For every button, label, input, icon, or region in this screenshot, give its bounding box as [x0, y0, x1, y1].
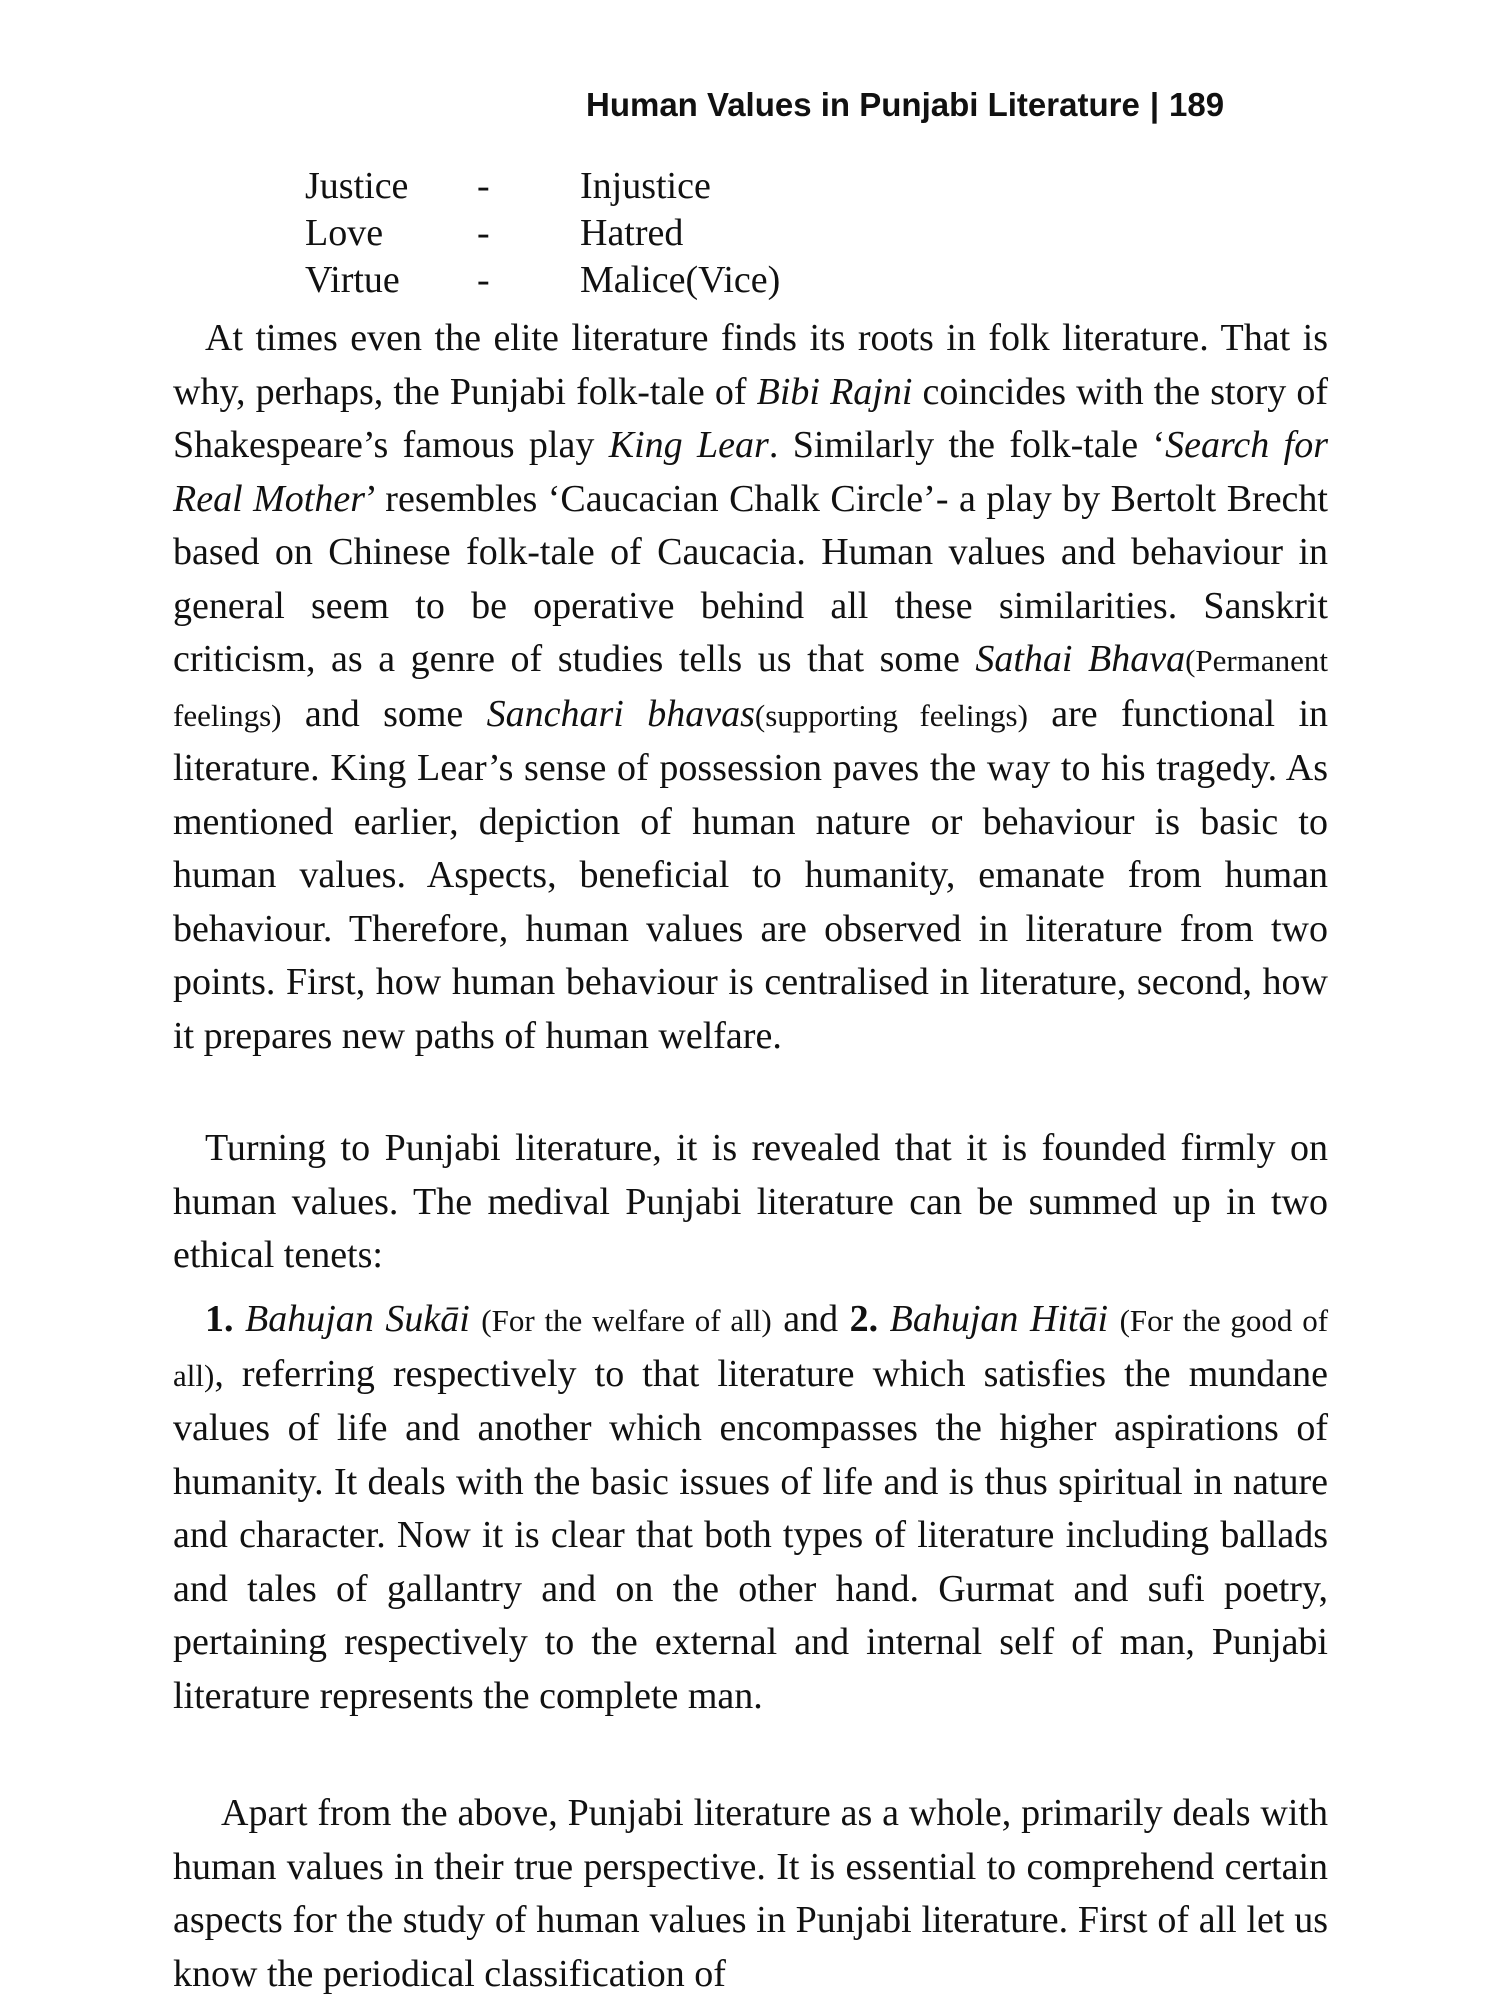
text-run: and some — [281, 692, 487, 735]
value-negative: Hatred — [580, 212, 684, 254]
value-pair-row — [305, 257, 780, 304]
title-search-for-real-mother: Search for Real Mother — [173, 424, 1328, 520]
text-run: , referring respectively to that literature which satisfies the mundane values of life and another which encompasses the higher aspirations of humanity. It deals with the basic issues of life and is thus spiritual in nature and character. Now it is clear that both types of literature including ballads and tales of gallantry and on the other hand. Gurmat and sufi poetry, pertaining respectively to the external and internal self of man, Punjabi literature represents the complete man. — [173, 1352, 1328, 1717]
pair-dash: - — [477, 165, 490, 207]
value-negative: Malice(Vice) — [580, 259, 781, 301]
paragraph-apart-from-above — [173, 1787, 1328, 2001]
title-bibi-rajni: Bibi Rajni — [756, 370, 913, 413]
list-number-2: 2. — [849, 1298, 879, 1340]
value-pair-row — [305, 210, 780, 257]
paragraph-ethical-tenets — [173, 1293, 1328, 1723]
term-sanchari-bhavas: Sanchari bhavas — [486, 692, 755, 735]
paragraph-folk-literature — [173, 312, 1328, 1063]
text-run: At times even the elite literature finds its roots in folk literature. That is why, perhaps, the Punjabi folk-tale of — [173, 317, 1328, 413]
header-title: Human Values in Punjabi Literature — [586, 86, 1140, 123]
page-number: 189 — [1169, 86, 1225, 123]
text-run: and — [771, 1298, 850, 1340]
term-sathai-bhava: Sathai Bhava — [975, 638, 1186, 680]
header-separator: | — [1149, 86, 1160, 123]
gloss-good-of-all: (For the good of all) — [173, 1303, 1329, 1393]
running-header — [586, 80, 1326, 130]
list-number-1: 1. — [205, 1298, 234, 1340]
paragraph-punjabi-literature — [173, 1122, 1328, 1283]
value-positive: Justice — [305, 165, 409, 207]
pair-dash: - — [477, 259, 490, 301]
value-negative: Injustice — [580, 165, 711, 207]
gloss-supporting-feelings: (supporting feelings) — [754, 697, 1028, 733]
value-pair-row — [305, 163, 780, 210]
title-king-lear: King Lear — [608, 424, 769, 466]
text-run: . Similarly the folk-tale ‘ — [768, 424, 1166, 466]
text-run: coincides with the story of Shakespeare’s famous play — [173, 370, 1329, 466]
text-run: Turning to Punjabi literature, it is revealed that it is founded firmly on human values. The medival Punjabi literature can be summed up in two ethical tenets: — [173, 1127, 1328, 1276]
gloss-welfare-of-all: (For the welfare of all) — [481, 1303, 772, 1338]
pair-dash: - — [477, 212, 490, 254]
term-bahujan-hitai: Bahujan Hitāi — [889, 1298, 1109, 1340]
value-pairs-list — [305, 163, 780, 304]
value-positive: Virtue — [305, 259, 400, 301]
gloss-permanent-feelings: (Permanent feelings) — [173, 643, 1328, 733]
value-positive: Love — [305, 212, 384, 254]
text-run: are functional in literature. King Lear’s sense of possession paves the way to his tragedy. As mentioned earlier, depiction of human nature or behaviour is basic to human values. Aspects, beneficial to humanity, emanate from human behaviour. Therefore, human values are observed in literature from two points. First, how human behaviour is centralised in literature, second, how it prepares new paths of human welfare. — [173, 692, 1329, 1057]
text-run: Apart from the above, Punjabi literature as a whole, primarily deals with human values in their true perspective. It is essential to comprehend certain aspects for the study of human values in Punjabi literature. First of all let us know the periodical classification of — [173, 1792, 1328, 1995]
term-bahujan-sukai: Bahujan Sukāi — [245, 1298, 470, 1340]
text-run: ’ resembles ‘Caucacian Chalk Circle’- a play by Bertolt Brecht based on Chinese folk-tale of Caucacia. Human values and behaviour in general seem to be operative behind all these similarities. Sanskrit criticism, as a genre of studies tells us that some — [173, 477, 1328, 680]
